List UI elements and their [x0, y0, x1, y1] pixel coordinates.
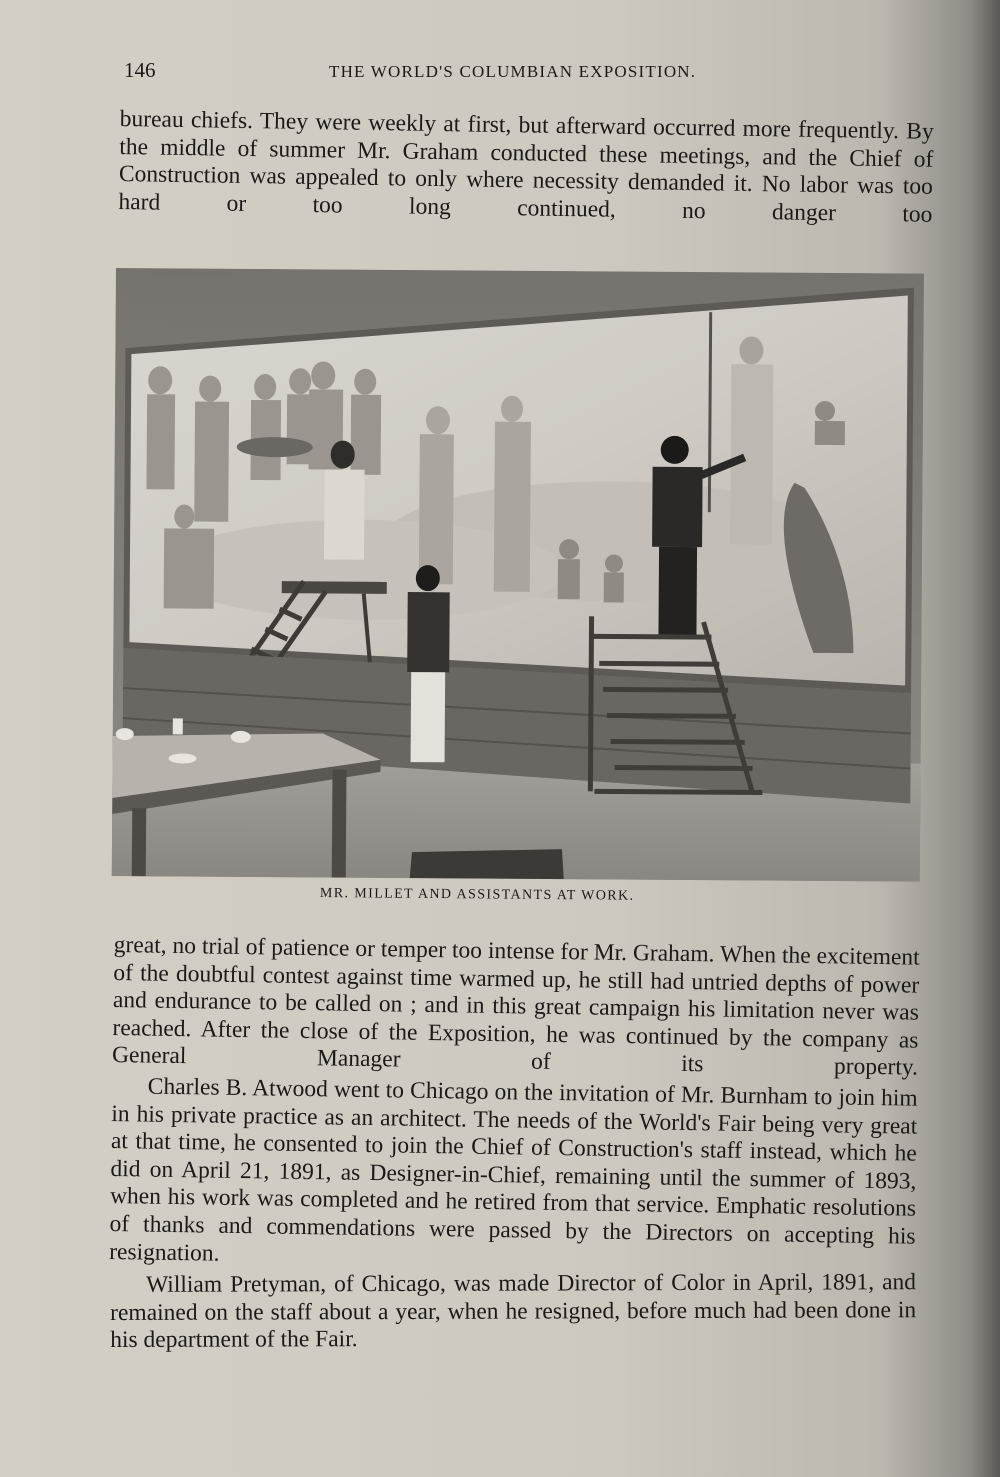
figure-caption: MR. MILLET AND ASSISTANTS AT WORK. [319, 886, 635, 904]
page-number: 146 [124, 58, 156, 82]
running-head: THE WORLD'S COLUMBIAN EXPOSITION. [329, 62, 697, 81]
paragraph-3: Charles B. Atwood went to Chicago on the invitation of Mr. Burnham to join him in his private practice as an architect. The needs of the World's Fair being very great at that time, he consented to join the Chief of Construction's staff instead, which he did on April 21, 1891, as Designer-in-Chief, remaining until the summer of 1893, when his work was completed and he retired from that service. Emphatic resolutions of thanks and commendations were passed by the Directors on accepting his resignation. [108, 1073, 918, 1267]
page-header [124, 58, 744, 88]
paragraph-1: bureau chiefs. They were weekly at first, but afterward occurred more frequently. By the middle of summer Mr. Graham conducted these meetings, and the Chief of Construction was appealed to only where necessity demanded it. No labor was too hard or too long continued, no danger too [118, 106, 934, 228]
paragraph-2: great, no trial of patience or temper too intense for Mr. Graham. When the excitement of the doubtful contest against time warmed up, he still had untried depths of power and endurance to be called on ; and in this great campaign his limitation never was reached. After the close of the Exposition, he was continued by the company as General Manager of its property. [111, 932, 920, 1082]
mural-photograph [112, 268, 924, 882]
paragraph-4: William Pretyman, of Chicago, was made Director of Color in April, 1891, and remained on the staff about a year, when he resigned, before much had been done in his department of the Fair. [110, 1269, 917, 1354]
